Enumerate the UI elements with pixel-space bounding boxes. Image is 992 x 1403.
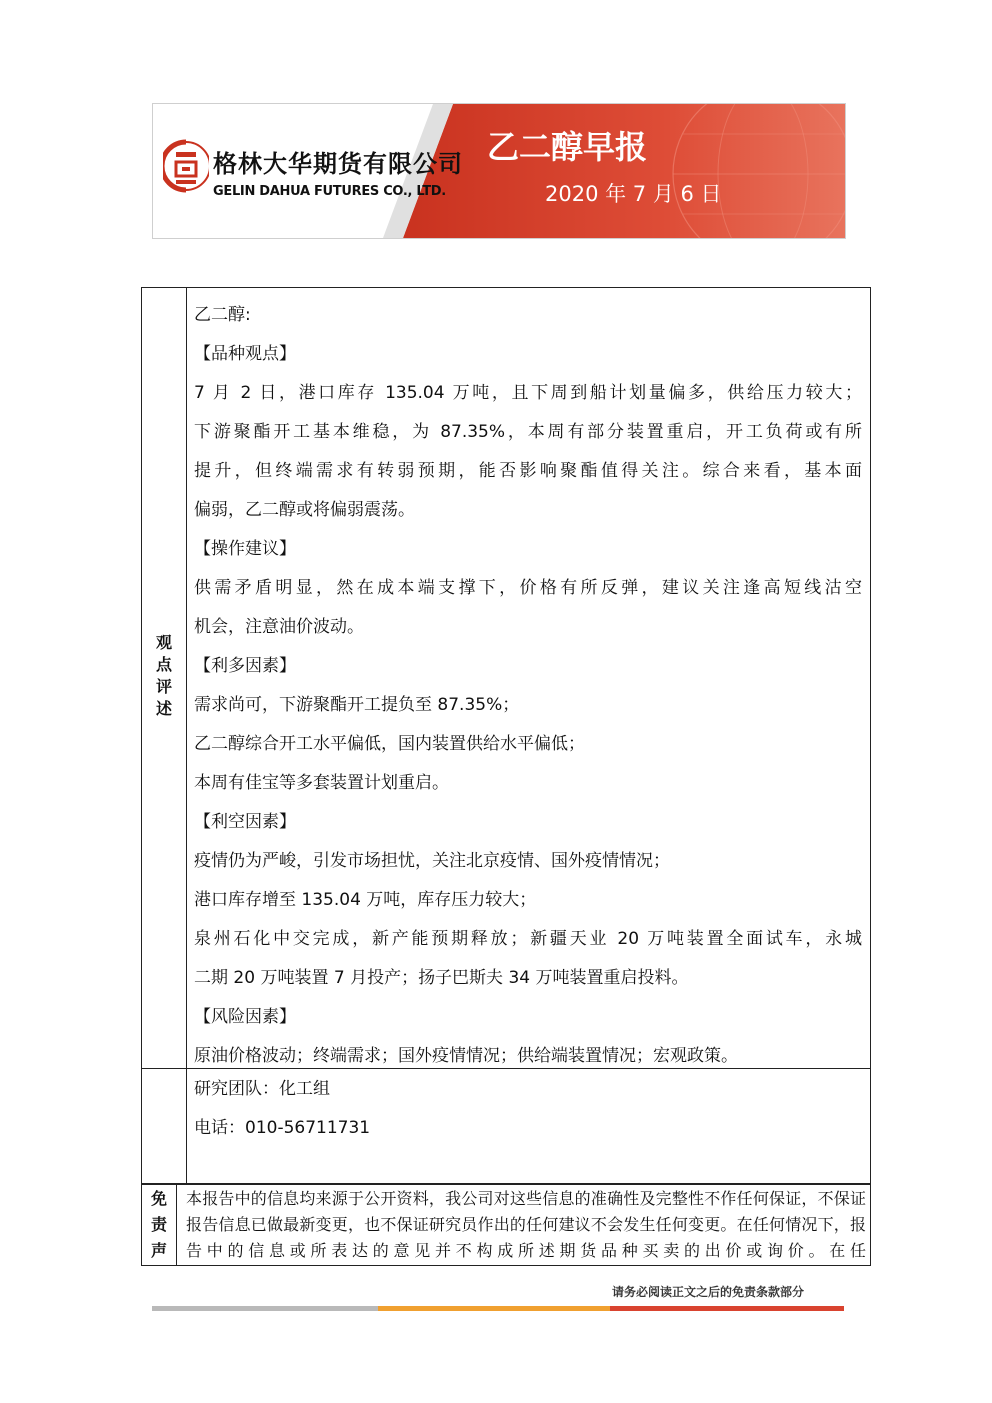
footer-bar-red xyxy=(610,1306,844,1311)
bullish-heading: 【利多因素】 xyxy=(194,656,296,676)
bullish-line: 需求尚可，下游聚酯开工提负至 87.35%； xyxy=(194,695,520,715)
table-divider-vertical xyxy=(186,287,187,1184)
bearish-heading: 【利空因素】 xyxy=(194,812,296,832)
viewpoint-line: 下游聚酯开工基本维稳，为 87.35%，本周有部分装置重启，开工负荷或有所 xyxy=(194,422,862,442)
bearish-line: 疫情仍为严峻，引发市场担忧，关注北京疫情、国外疫情情况； xyxy=(194,851,670,871)
company-name-en: GELIN DAHUA FUTURES CO., LTD. xyxy=(213,184,446,199)
bearish-line: 泉州石化中交完成，新产能预期释放；新疆天业 20 万吨装置全面试车，永城 xyxy=(194,929,862,949)
phone-line: 电话：010-56711731 xyxy=(194,1118,371,1138)
report-title: 乙二醇早报 xyxy=(487,128,648,166)
report-header-banner xyxy=(152,103,846,239)
operation-line: 机会，注意油价波动。 xyxy=(194,617,364,637)
team-line: 研究团队：化工组 xyxy=(194,1079,330,1099)
operation-line: 供需矛盾明显，然在成本端支撑下，价格有所反弹，建议关注逢高短线沽空 xyxy=(194,578,862,598)
footer-bar-gray xyxy=(152,1306,378,1311)
section-label: 观点评述 xyxy=(155,633,172,718)
viewpoint-line: 提升，但终端需求有转弱预期，能否影响聚酯值得关注。综合来看，基本面 xyxy=(194,461,862,481)
bullish-line: 乙二醇综合开工水平偏低，国内装置供给水平偏低； xyxy=(194,734,585,754)
intro-text: 乙二醇: xyxy=(194,305,251,325)
disclaimer-divider xyxy=(176,1184,177,1266)
disclaimer-label: 免责声 xyxy=(150,1189,167,1260)
viewpoint-line: 偏弱，乙二醇或将偏弱震荡。 xyxy=(194,500,415,520)
commentary-content xyxy=(194,296,862,1076)
bearish-line: 港口库存增至 135.04 万吨，库存压力较大； xyxy=(194,890,537,910)
viewpoint-heading: 【品种观点】 xyxy=(194,344,296,364)
disclaimer-text: 本报告中的信息均来源于公开资料，我公司对这些信息的准确性及完整性不作任何保证，不保证报告信息已做最新变更，也不保证研究员作出的任何建议不会发生任何变更。在任何情况下，报告中的信息或所表达的意见并不构成所述期货品种买卖的出价或询价。在任 xyxy=(186,1189,866,1260)
bullish-line: 本周有佳宝等多套装置计划重启。 xyxy=(194,773,449,793)
team-info xyxy=(194,1070,862,1148)
viewpoint-line: 7 月 2 日，港口库存 135.04 万吨，且下周到船计划量偏多，供给压力较大； xyxy=(194,383,862,403)
bearish-line: 二期 20 万吨装置 7 月投产；扬子巴斯夫 34 万吨装置重启投料。 xyxy=(194,968,689,988)
company-logo-icon xyxy=(163,138,209,194)
company-name-cn: 格林大华期货有限公司 xyxy=(213,150,463,178)
report-date: 2020 年 7 月 6 日 xyxy=(545,182,722,206)
operation-heading: 【操作建议】 xyxy=(194,539,296,559)
risk-line: 原油价格波动；终端需求；国外疫情情况；供给端装置情况；宏观政策。 xyxy=(194,1046,738,1066)
footer-bar-orange xyxy=(378,1306,610,1311)
risk-heading: 【风险因素】 xyxy=(194,1007,296,1027)
footer-note: 请务必阅读正文之后的免责条款部分 xyxy=(612,1285,805,1299)
